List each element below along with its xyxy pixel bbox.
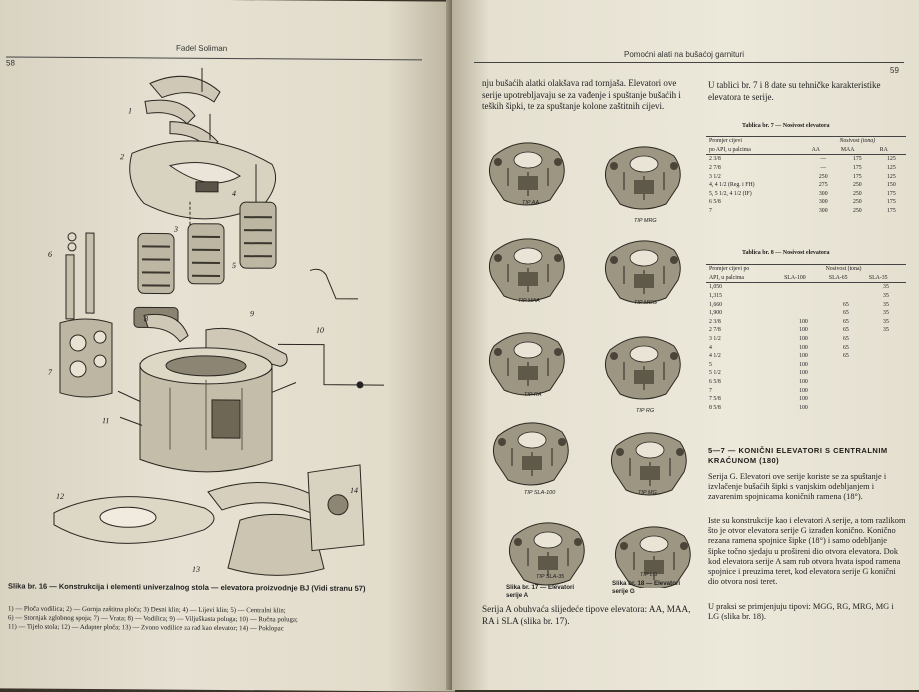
intro-paragraph: nju bušaćih alatki olakšava rad tornjaša. Elevatori ove serije upotrebljavaju se za vađenje i spuštanje bušaćih i teških šipki, te za spuštanje kolone zaštitnih cijevi. bbox=[482, 78, 690, 113]
table-8-row bbox=[706, 361, 906, 370]
table-7-cell: 125 bbox=[877, 155, 906, 164]
table-8-cell: 100 bbox=[781, 369, 826, 378]
part-number-8: 8 bbox=[144, 314, 148, 323]
part-number-10: 10 bbox=[316, 326, 324, 335]
table-8-cell: 65 bbox=[826, 343, 866, 352]
table-7-cell: 5, 5 1/2, 4 1/2 (IF) bbox=[706, 190, 809, 199]
table-7-cell: 175 bbox=[838, 164, 877, 173]
table-7-caption: Tablica br. 7 — Nosivost elevatora bbox=[742, 123, 830, 129]
table-8 bbox=[706, 264, 906, 412]
table-8-cell: 5 1/2 bbox=[706, 369, 781, 378]
table-7-row bbox=[706, 172, 906, 181]
table-8-cell bbox=[866, 386, 906, 395]
table-8-cell bbox=[826, 386, 866, 395]
table-8-cell: 100 bbox=[781, 326, 826, 335]
table-7-cell: 275 bbox=[809, 181, 838, 190]
table-7-cell: 150 bbox=[877, 181, 906, 190]
table-8-cell: 65 bbox=[826, 300, 866, 309]
table-8-row bbox=[706, 335, 906, 344]
header-rule bbox=[6, 56, 422, 60]
table-8-cell bbox=[866, 361, 906, 370]
table-8-cell: 7 5/8 bbox=[706, 395, 781, 404]
page-number: 59 bbox=[890, 66, 899, 75]
table-8-cell bbox=[866, 343, 906, 352]
part-number-1: 1 bbox=[128, 106, 132, 115]
elevator-label: TIP LG bbox=[640, 572, 657, 578]
table-7-row bbox=[706, 198, 906, 207]
table-8-row bbox=[706, 326, 906, 335]
table-7-cell: 2 3/8 bbox=[706, 155, 809, 164]
table-8-row bbox=[706, 318, 906, 327]
elevator-label: TIP MAA bbox=[518, 298, 540, 304]
table-8-cell bbox=[866, 395, 906, 404]
table-8-row bbox=[706, 292, 906, 301]
part-number-6: 6 bbox=[48, 250, 52, 259]
table-8-row bbox=[706, 283, 906, 292]
series-a-paragraph: Serija A obuhvaća slijedeće tipove elevatora: AA, MAA, RA i SLA (slika br. 17). bbox=[482, 604, 692, 627]
table-7-row bbox=[706, 164, 906, 173]
part-number-14: 14 bbox=[350, 486, 358, 495]
table-8-cell bbox=[826, 292, 866, 301]
table-8-header-pipe-b: API, u palcima bbox=[706, 274, 781, 283]
table-7-cell: 2 7/8 bbox=[706, 164, 809, 173]
table-8-cell: 35 bbox=[866, 283, 906, 292]
table-8-row bbox=[706, 395, 906, 404]
elevator-label: TIP SLA-35 bbox=[536, 574, 564, 580]
part-number-12: 12 bbox=[56, 492, 64, 501]
part-number-13: 13 bbox=[192, 565, 200, 574]
table-7-cell: 250 bbox=[809, 172, 838, 181]
table-7-cell: — bbox=[809, 155, 838, 164]
table-8-cell: 65 bbox=[826, 352, 866, 361]
running-head: Pomoćni alati na bušaćoj garnituri bbox=[624, 50, 744, 59]
table-8-row bbox=[706, 309, 906, 318]
table-8-caption: Tablica br. 8 — Nosivost elevatora bbox=[742, 250, 830, 256]
table-8-cell: 100 bbox=[781, 386, 826, 395]
left-page bbox=[0, 0, 455, 692]
elevator-label: TIP SLA-100 bbox=[524, 490, 555, 496]
table-8-row bbox=[706, 386, 906, 395]
table-7-cell: 175 bbox=[877, 207, 906, 216]
table-7-col: AA bbox=[809, 146, 838, 155]
table-8-cell bbox=[866, 404, 906, 413]
table-8-cell: 35 bbox=[866, 326, 906, 335]
part-number-9: 9 bbox=[250, 309, 254, 318]
table-8-cell: 1,900 bbox=[706, 309, 781, 318]
table-8-cell: 100 bbox=[781, 343, 826, 352]
table-7-cell: 125 bbox=[877, 164, 906, 173]
table-8-cell: 35 bbox=[866, 292, 906, 301]
right-page bbox=[452, 0, 919, 690]
table-8-col: SLA-35 bbox=[866, 274, 906, 283]
figure-18-caption: Slika br. 18 — Elevatori serije G bbox=[612, 580, 688, 596]
elevator-label: TIP RG bbox=[636, 408, 654, 414]
table-8-row bbox=[706, 378, 906, 387]
part-number-11: 11 bbox=[102, 416, 109, 425]
table-8-cell: 1,315 bbox=[706, 292, 781, 301]
table-8-cell: 35 bbox=[866, 309, 906, 318]
table-8-cell: 1,660 bbox=[706, 300, 781, 309]
part-number-3: 3 bbox=[173, 225, 178, 234]
table-8-row bbox=[706, 404, 906, 413]
part-number-7: 7 bbox=[48, 368, 53, 377]
table-8-cell: 2 7/8 bbox=[706, 326, 781, 335]
table-8-col: SLA-65 bbox=[826, 274, 866, 283]
table-8-cell: 4 bbox=[706, 343, 781, 352]
table-8-cell: 65 bbox=[826, 326, 866, 335]
construction-paragraph: Iste su konstrukcije kao i elevatori A serije, a tom razlikom što je otvor elevatora serije G izrađen konično. Konično rezana ramena spojnice šipke (18°) i samo odebljanje šipke točno sjedaju u prošireni dio otvora elevatora. Dok kod elevatora serije A sam rub otvora hvata ispod ramena spojnice i preuzima teret, kod elevatora serije G konični dio otvora nosi teret. bbox=[708, 516, 906, 587]
table-7-cell: 3 1/2 bbox=[706, 172, 809, 181]
exploded-view-figure bbox=[20, 61, 430, 584]
tables-intro: U tablici br. 7 i 8 date su tehničke karakteristike elevatora te serije. bbox=[708, 80, 904, 103]
table-8-cell: 4 1/2 bbox=[706, 352, 781, 361]
table-8-cell: 100 bbox=[781, 404, 826, 413]
page-number: 58 bbox=[6, 58, 15, 67]
table-8-cell: 7 bbox=[706, 386, 781, 395]
elevator-label: TIP MGG bbox=[634, 300, 657, 306]
table-8-cell bbox=[866, 335, 906, 344]
table-7-cell: 175 bbox=[838, 155, 877, 164]
table-7-cell: 175 bbox=[877, 198, 906, 207]
table-7-header-capacity: Nosivost (tona) bbox=[809, 137, 906, 146]
table-8-cell: 100 bbox=[781, 395, 826, 404]
table-8-cell bbox=[866, 378, 906, 387]
legend-line: 6) — Stornjak zglobnog spoja; 7) — Vrata; 8) — Vodilica; 9) — Viljuškasta poluga; 10) — Ručna poluga; bbox=[8, 613, 420, 625]
table-8-row bbox=[706, 300, 906, 309]
table-7-cell: 300 bbox=[809, 198, 838, 207]
practice-paragraph: U praksi se primjenjuju tipovi: MGG, RG, MRG, MG i LG (slika br. 18). bbox=[708, 602, 906, 622]
table-8-cell bbox=[826, 395, 866, 404]
table-8-cell: 35 bbox=[866, 300, 906, 309]
part-number-2: 2 bbox=[120, 152, 124, 161]
table-7-cell: 250 bbox=[838, 190, 877, 199]
table-8-cell: 100 bbox=[781, 318, 826, 327]
legend-line: 1) — Ploča vodilica; 2) — Gornja zaštitna ploča; 3) Desni klin; 4) — Lijevi klin; 5) — Centralni klin; bbox=[8, 604, 420, 616]
figure-16-caption: Slika br. 16 — Konstrukcija i elementi univerzalnog stola — elevatora proizvodnje BJ (Vidi stranu 57) bbox=[8, 580, 418, 594]
table-7-cell: 300 bbox=[809, 207, 838, 216]
table-8-cell: 3 1/2 bbox=[706, 335, 781, 344]
table-7-row bbox=[706, 181, 906, 190]
table-8-cell bbox=[826, 361, 866, 370]
table-7-cell: 6 5/8 bbox=[706, 198, 809, 207]
elevator-illustrations bbox=[482, 128, 708, 588]
elevator-label: TIP MG bbox=[638, 490, 657, 496]
legend-line: 11) — Tijelo stola; 12) — Adapter ploča; 13) — Zvono vodilice za rad kao elevator; 14) — Poklopac bbox=[8, 622, 420, 634]
table-7 bbox=[706, 136, 906, 215]
elevator-label: TIP MRG bbox=[634, 218, 657, 224]
table-7-cell: 250 bbox=[838, 181, 877, 190]
table-7-header-pipe: Promjer cijevi bbox=[706, 137, 809, 146]
table-8-cell: 8 5/8 bbox=[706, 404, 781, 413]
table-7-cell: 175 bbox=[877, 190, 906, 199]
table-8-cell: 35 bbox=[866, 318, 906, 327]
table-8-cell: 100 bbox=[781, 378, 826, 387]
table-8-cell: 100 bbox=[781, 335, 826, 344]
table-7-body bbox=[706, 155, 906, 216]
table-8-cell: 1,050 bbox=[706, 283, 781, 292]
table-8-body bbox=[706, 283, 906, 412]
table-8-cell bbox=[781, 283, 826, 292]
table-8-row bbox=[706, 343, 906, 352]
part-number-4: 4 bbox=[232, 189, 236, 198]
table-8-cell bbox=[826, 378, 866, 387]
header-rule bbox=[474, 62, 904, 63]
table-8-cell: 5 bbox=[706, 361, 781, 370]
table-8-cell bbox=[826, 283, 866, 292]
table-7-col: MAA bbox=[838, 146, 877, 155]
table-7-row bbox=[706, 190, 906, 199]
table-8-header-pipe: Promjer cijevi po bbox=[706, 265, 781, 274]
table-7-cell: 250 bbox=[838, 198, 877, 207]
table-8-cell: 6 5/8 bbox=[706, 378, 781, 387]
table-8-cell bbox=[866, 369, 906, 378]
running-head: Fadel Soliman bbox=[176, 44, 227, 53]
table-7-cell: 250 bbox=[838, 207, 877, 216]
table-8-cell bbox=[781, 309, 826, 318]
table-8-cell: 65 bbox=[826, 318, 866, 327]
series-g-paragraph: Serija G. Elevatori ove serije koriste se za spuštanje i izvlačenje bušaćih šipki s vanjskim odebljanjem i zavarenim spojnicama koničnih ramena (18°). bbox=[708, 472, 906, 503]
table-7-cell: 300 bbox=[809, 190, 838, 199]
figure-16-legend bbox=[8, 604, 420, 634]
elevator-label: TIP RA bbox=[524, 392, 542, 398]
table-8-cell bbox=[826, 404, 866, 413]
figure-17-caption: Slika br. 17 — Elevatori serije A bbox=[506, 584, 582, 600]
table-7-cell: 4, 4 1/2 (Reg. i FH) bbox=[706, 181, 809, 190]
table-8-cell bbox=[866, 352, 906, 361]
table-8-row bbox=[706, 369, 906, 378]
table-8-col: SLA-100 bbox=[781, 274, 826, 283]
table-7-cell: 125 bbox=[877, 172, 906, 181]
table-8-cell bbox=[826, 369, 866, 378]
table-7-cell: 175 bbox=[838, 172, 877, 181]
table-7-cell: — bbox=[809, 164, 838, 173]
table-7-col: RA bbox=[877, 146, 906, 155]
table-8-cell bbox=[781, 300, 826, 309]
table-7-header-pipe-b: po API, u palcima bbox=[706, 146, 809, 155]
table-8-cell: 65 bbox=[826, 309, 866, 318]
table-8-cell: 100 bbox=[781, 361, 826, 370]
table-8-cell: 100 bbox=[781, 352, 826, 361]
table-8-header-capacity: Nosivost (tona) bbox=[781, 265, 906, 274]
table-8-cell bbox=[781, 292, 826, 301]
elevator-label: TIP AA bbox=[522, 200, 539, 206]
table-8-cell: 2 3/8 bbox=[706, 318, 781, 327]
table-7-row bbox=[706, 207, 906, 216]
table-7-cell: 7 bbox=[706, 207, 809, 216]
table-8-cell: 65 bbox=[826, 335, 866, 344]
table-7-row bbox=[706, 155, 906, 164]
table-8-row bbox=[706, 352, 906, 361]
part-number-5: 5 bbox=[232, 261, 236, 270]
section-heading: 5—7 — KONIČNI ELEVATORI S CENTRALNIM KRAĆUNOM (180) bbox=[708, 446, 904, 466]
